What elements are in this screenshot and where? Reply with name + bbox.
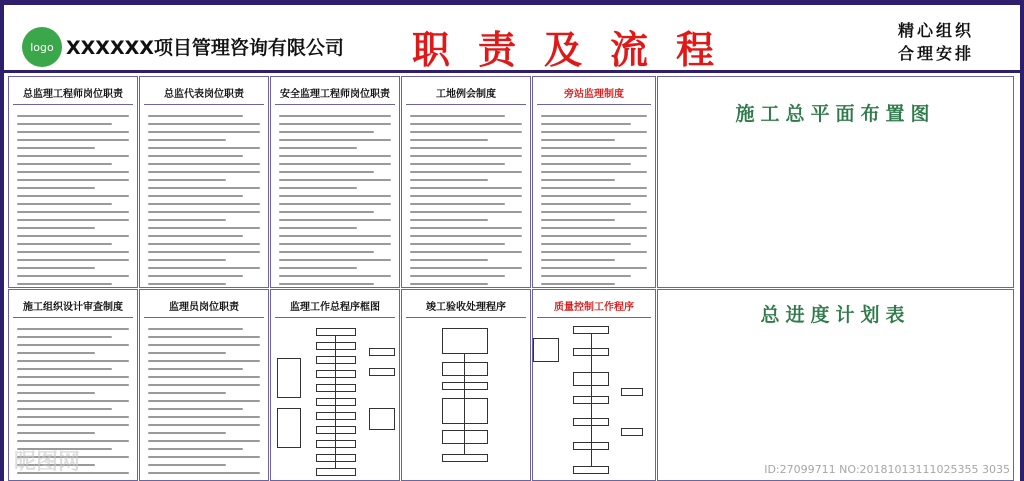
watermark-logo: 昵图网 (14, 450, 81, 475)
logo: logo (22, 27, 62, 67)
panel-title: 总监理工程师岗位职责 (13, 77, 133, 105)
panel-text (271, 105, 399, 288)
panel-title: 竣工验收处理程序 (406, 290, 526, 318)
watermark-id: ID:27099711 NO:20181013111025355 3035 (764, 463, 1010, 476)
panel-schedule (657, 289, 1014, 481)
panel-safety-supervisor (270, 76, 400, 288)
panel-title: 工地例会制度 (406, 77, 526, 105)
panel-title: 监理员岗位职责 (144, 290, 264, 318)
slogan (898, 19, 974, 65)
board (4, 5, 1020, 481)
panel-supervisor-staff (139, 289, 269, 481)
panel-title: 总监代表岗位职责 (144, 77, 264, 105)
panel-text (402, 105, 530, 288)
slogan-line-1: 精心组织 (898, 21, 975, 40)
header (4, 5, 1020, 73)
panel-side-station (532, 76, 656, 288)
company-name: XXXXXX项目管理咨询有限公司 (66, 37, 344, 59)
panel-title: 旁站监理制度 (537, 77, 651, 105)
content-grid (8, 76, 1016, 481)
panel-text (140, 318, 268, 481)
panel-title: 监理工作总程序框图 (275, 290, 395, 318)
panel-quality-control (532, 289, 656, 481)
panel-title: 质量控制工作程序 (537, 290, 651, 318)
flowchart (402, 318, 530, 478)
panel-title: 安全监理工程师岗位职责 (275, 77, 395, 105)
panel-title: 施工组织设计审查制度 (13, 290, 133, 318)
schedule-title: 总进度计划表 (760, 304, 911, 326)
panel-site-layout (657, 76, 1014, 288)
panel-text (9, 105, 137, 288)
slogan-line-2: 合理安排 (898, 44, 975, 63)
panel-site-meeting (401, 76, 531, 288)
panel-chief-supervisor (8, 76, 138, 288)
site-layout-title: 施工总平面布置图 (735, 103, 936, 125)
panel-text (140, 105, 268, 288)
panel-completion-acceptance (401, 289, 531, 481)
panel-supervision-flowchart (270, 289, 400, 481)
panel-text (533, 105, 655, 288)
panel-deputy-supervisor (139, 76, 269, 288)
page-title: 职责及流程 (412, 27, 743, 72)
flowchart (533, 318, 655, 478)
flowchart (271, 318, 399, 478)
